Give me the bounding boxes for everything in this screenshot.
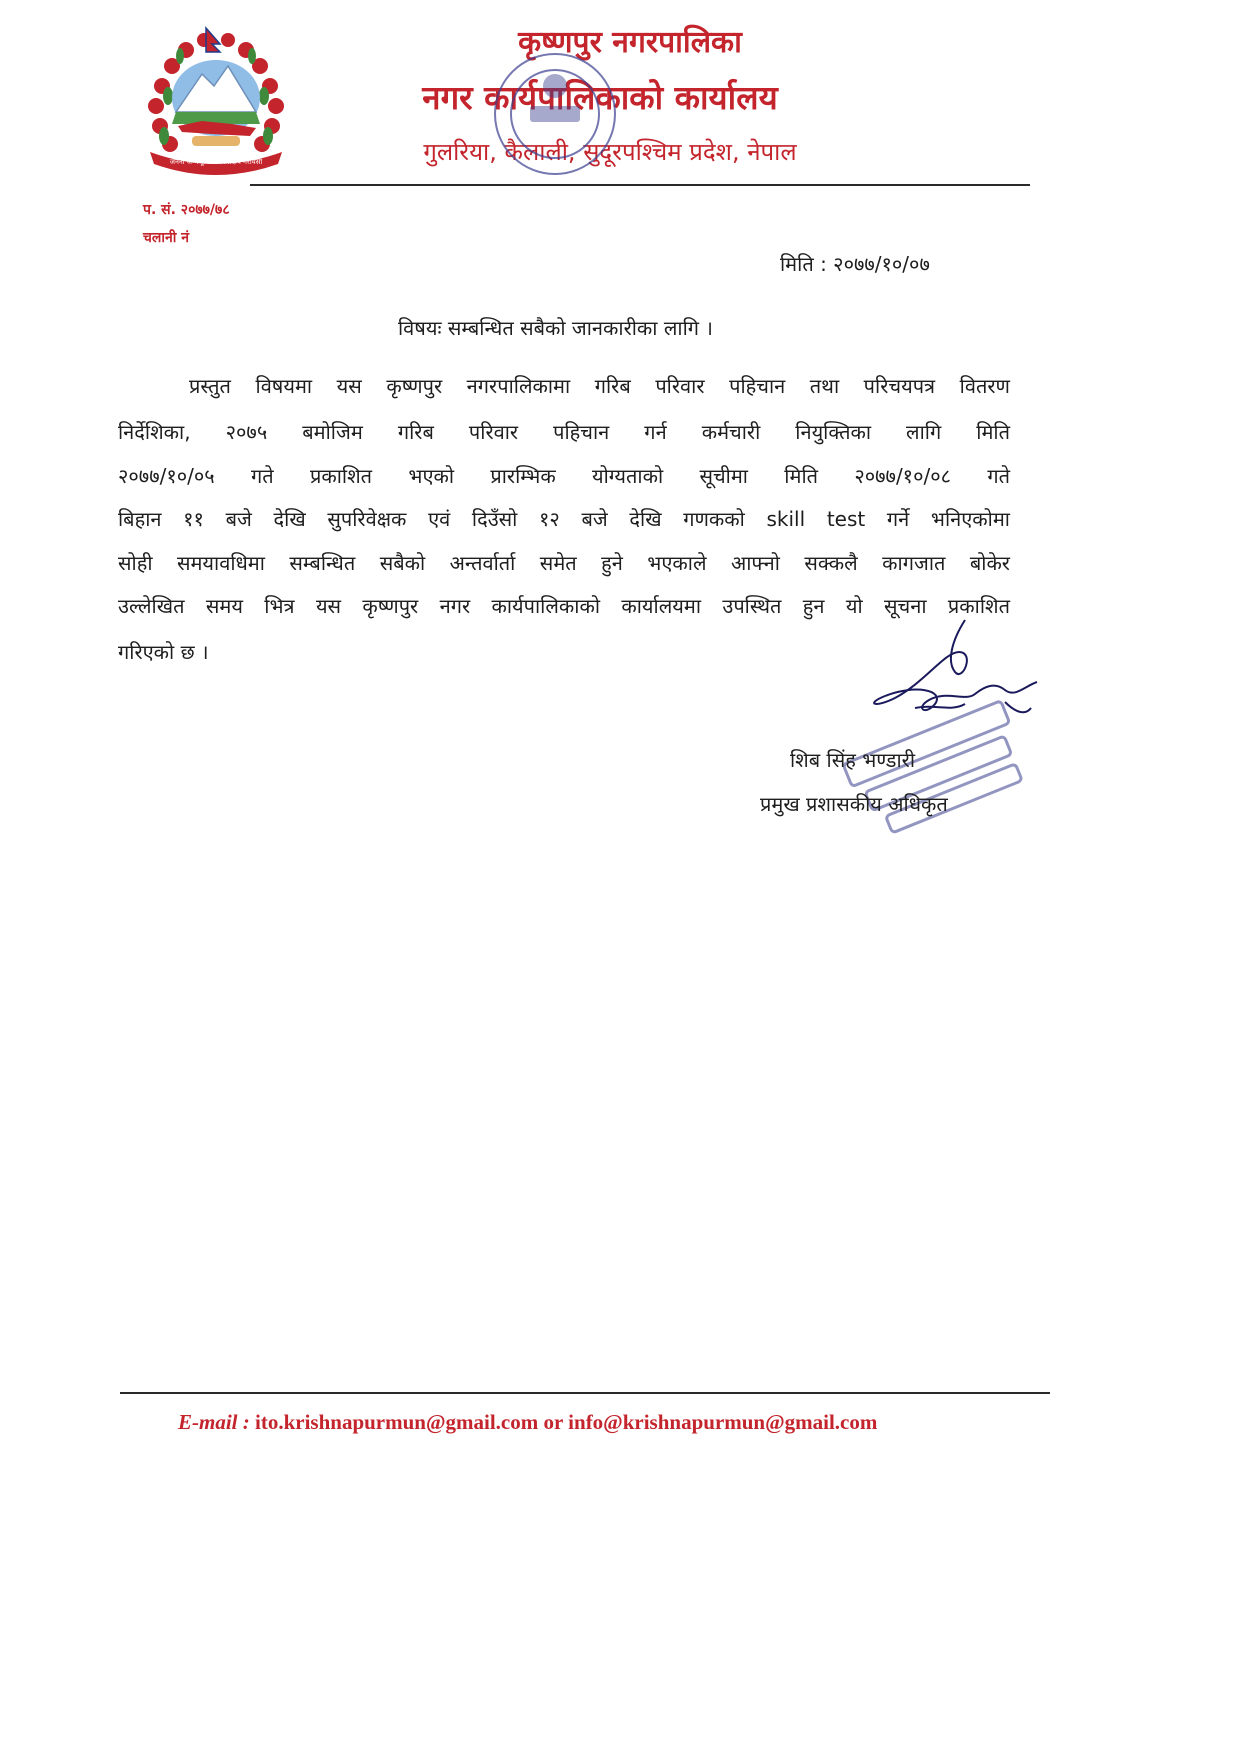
body-line: बिहान ११ बजे देखि सुपरिवेक्षक एवं दिउँसो १२ बजे देखि गणकको skill test गर्ने भनिएकोमा: [118, 507, 1010, 531]
signatory-title: प्रमुख प्रशासकीय अधिकृत: [760, 792, 948, 816]
letterhead-divider: [250, 184, 1030, 186]
body-line: उल्लेखित समय भित्र यस कृष्णपुर नगर कार्यपालिकाको कार्यालयमा उपस्थित हुन यो सूचना प्रकाशित: [118, 594, 1010, 618]
office-name: नगर कार्यपालिकाको कार्यालय: [422, 78, 778, 117]
footer-divider: [120, 1392, 1050, 1394]
footer-contact: [178, 1410, 877, 1435]
signatory-name: शिब सिंह भण्डारी: [790, 748, 916, 772]
email-label: E-mail :: [178, 1410, 250, 1434]
office-seal-stamp-icon: [470, 46, 640, 196]
body-line: गरिएको छ ।: [118, 640, 209, 664]
nepal-emblem-icon: [132, 26, 300, 176]
body-line: सोही समयावधिमा सम्बन्धित सबैको अन्तर्वार्ता समेत हुने भएकाले आफ्नो सक्कलै कागजात बोकेर: [118, 551, 1010, 575]
letter-number: प. सं. २०७७/७८: [143, 202, 230, 218]
office-address: गुलरिया, कैलाली, सुदूरपश्चिम प्रदेश, नेपाल: [423, 138, 797, 166]
body-line: २०७७/१०/०५ गते प्रकाशित भएको प्रारम्भिक योग्यताको सूचीमा मिति २०७७/१०/०८ गते: [118, 464, 1010, 488]
dispatch-number: चलानी नं: [143, 230, 190, 246]
email-addresses: ito.krishnapurmun@gmail.com or info@krishnapurmun@gmail.com: [255, 1410, 878, 1434]
municipality-name: कृष्णपुर नगरपालिका: [518, 25, 742, 60]
letter-date: मिति : २०७७/१०/०७: [780, 252, 930, 276]
body-line: प्रस्तुत विषयमा यस कृष्णपुर नगरपालिकामा गरिब परिवार पहिचान तथा परिचयपत्र वितरण: [189, 374, 1010, 398]
emblem-banner-text: जननी जन्मभूमिश्च स्वर्गादपि गरीयसी: [169, 158, 263, 166]
body-line: निर्देशिका, २०७५ बमोजिम गरिब परिवार पहिचान गर्न कर्मचारी नियुक्तिका लागि मिति: [118, 420, 1010, 444]
letter-subject: विषयः सम्बन्धित सबैको जानकारीका लागि ।: [398, 316, 713, 340]
